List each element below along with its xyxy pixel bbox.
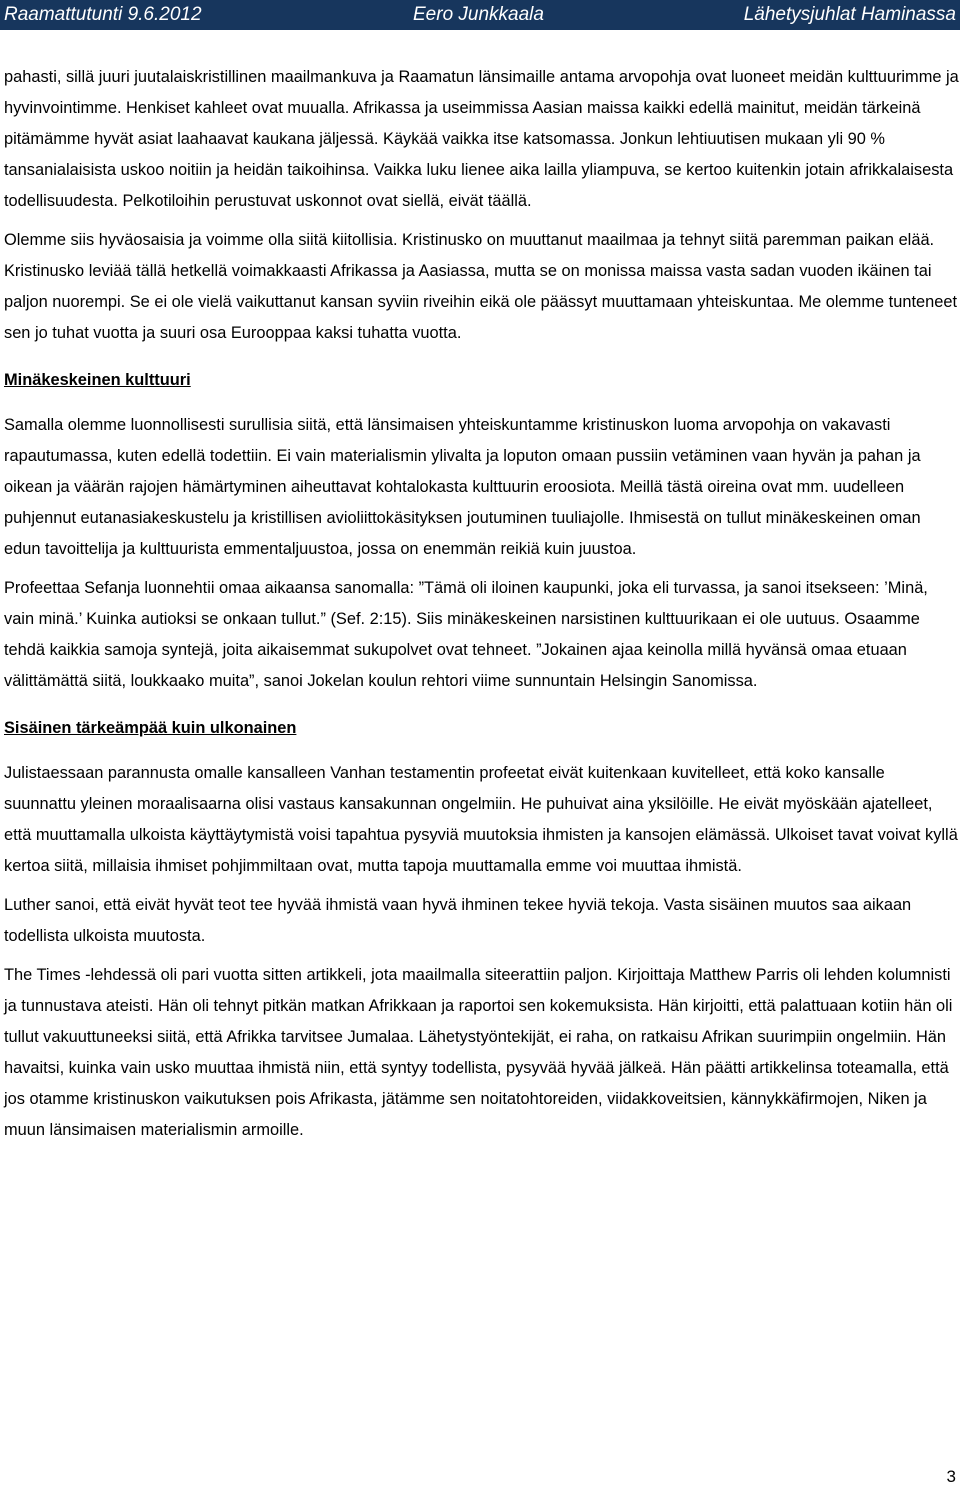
paragraph-intro: pahasti, sillä juuri juutalaiskristillinen maailmankuva ja Raamatun länsimaille antama arvopohja ovat luoneet meidän kulttuurimme ja hyvinvointimme. Henkiset kahleet ovat muualla. Afrikassa ja useimmissa Aasian maissa kaikki edellä mainitut, meidän tärkeinä pitämämme hyvät asiat laahaavat kaukana jäljessä. Käykää vaikka itse katsomassa. Jonkun lehtiuutisen mukaan yli 90 % tansanialaisista uskoo noitiin ja heidän taikoihinsa. Vaikka luku lienee aika lailla yliampuva, se kertoo kuitenkin jotain afrikkalaisesta todellisuudesta. Pelkotiloihin perustuvat uskonnot ovat siellä, eivät täällä. [4, 68, 959, 210]
header-event: Lähetysjuhlat Haminassa [743, 4, 956, 25]
document-body [4, 62, 960, 1146]
header-date-title: Raamattutunti 9.6.2012 [4, 4, 202, 25]
paragraph-prophets: Julistaessaan parannusta omalle kansalleen Vanhan testamentin profeetat eivät kuitenkaan kuvitelleet, että koko kansalle suunnattu yleinen moraalisaarna olisi vastaus kansakunnan ongelmiin. He puhuivat aina yksilöille. He eivät myöskään ajatelleet, että muuttamalla ulkoista käyttäytymistä voisi tapahtua pysyviä muutoksia ihmisten ja kansojen elämässä. Ulkoiset tavat voivat kyllä kertoa siitä, millaisia ihmiset pohjimmiltaan ovat, mutta tapoja muuttamalla emme voi muuttaa ihmistä. [4, 764, 958, 875]
page-header [0, 0, 960, 30]
paragraph-times-article: The Times -lehdessä oli pari vuotta sitten artikkeli, jota maailmalla siteerattiin paljon. Kirjoittaja Matthew Parris oli lehden kolumnisti ja tunnustava ateisti. Hän oli tehnyt pitkän matkan Afrikkaan ja raportoi sen kokemuksista. Hän kirjoitti, että palattuaan kotiin hän oli tullut vakuuttuneeksi siitä, että Afrikka tarvitsee Jumalaa. Lähetystyöntekijät, ei raha, on ratkaisu Afrikan suurimpiin ongelmiin. Hän havaitsi, kuinka vain usko muuttaa ihmistä niin, että syntyy todellista, pysyvää hyvää jälkeä. Hän päätti artikkelinsa toteamalla, että jos otamme kristinuskon vaikutuksen pois Afrikasta, jätämme sen noitatohtoreiden, viidakkoveitsien, kännykkäfirmojen, Niken ja muun länsimaisen materialismin armoille. [4, 966, 953, 1139]
section-heading-inner-over-outer: Sisäinen tärkeämpää kuin ulkonainen [4, 719, 297, 737]
page-number: 3 [946, 1467, 956, 1486]
header-author: Eero Junkkaala [413, 4, 544, 25]
paragraph-grateful: Olemme siis hyväosaisia ja voimme olla siitä kiitollisia. Kristinusko on muuttanut maailmaa ja tehnyt siitä paremman paikan elää. Kristinusko leviää tällä hetkellä voimakkaasti Afrikassa ja Aasiassa, mutta se on monissa maissa vasta sadan vuoden ikäinen tai paljon nuorempi. Se ei ole vielä vaikuttanut kansan syviin riveihin eikä ole päässyt muuttamaan yhteiskuntaa. Me olemme tunteneet sen jo tuhat vuotta ja suuri osa Eurooppaa kaksi tuhatta vuotta. [4, 231, 958, 342]
paragraph-value-base: Samalla olemme luonnollisesti surullisia siitä, että länsimaisen yhteiskuntamme kristinuskon luoma arvopohja on vakavasti rapautumassa, kuten edellä todettiin. Ei vain materialismin ylivalta ja loputon omaan pussiin vetäminen vaan hyvän ja pahan ja oikean ja väärän rajojen hämärtyminen aiheuttavat kohtalokasta kulttuurin eroosiota. Meillä tästä oireina ovat mm. uudelleen puhjennut eutanasiakeskustelu ja kristillisen avioliittokäsityksen joutuminen tuuliajolle. Ihmisestä on tullut minäkeskeinen oman edun tavoittelija ja kulttuurista emmentaljuustoa, jossa on enemmän reikiä kuin juustoa. [4, 416, 921, 558]
paragraph-zephaniah: Profeettaa Sefanja luonnehtii omaa aikaansa sanomalla: ”Tämä oli iloinen kaupunki, joka eli turvassa, ja sanoi itsekseen: ’Minä, vain minä.’ Kuinka autioksi se onkaan tullut.” (Sef. 2:15). Siis minäkeskeinen narsistinen kulttuurikaan ei ole uutuus. Osaamme tehdä kaikkia samoja syntejä, joita aikaisemmat sukupolvet ovat tehneet. ”Jokainen ajaa keinolla millä hyvänsä omaa etuaan välittämättä siitä, loukkaako muita”, sanoi Jokelan koulun rehtori viime sunnuntain Helsingin Sanomissa. [4, 579, 928, 690]
paragraph-luther: Luther sanoi, että eivät hyvät teot tee hyvää ihmistä vaan hyvä ihminen tekee hyviä tekoja. Vasta sisäinen muutos saa aikaan todellista ulkoista muutosta. [4, 896, 912, 945]
section-heading-self-centered-culture: Minäkeskeinen kulttuuri [4, 371, 191, 389]
